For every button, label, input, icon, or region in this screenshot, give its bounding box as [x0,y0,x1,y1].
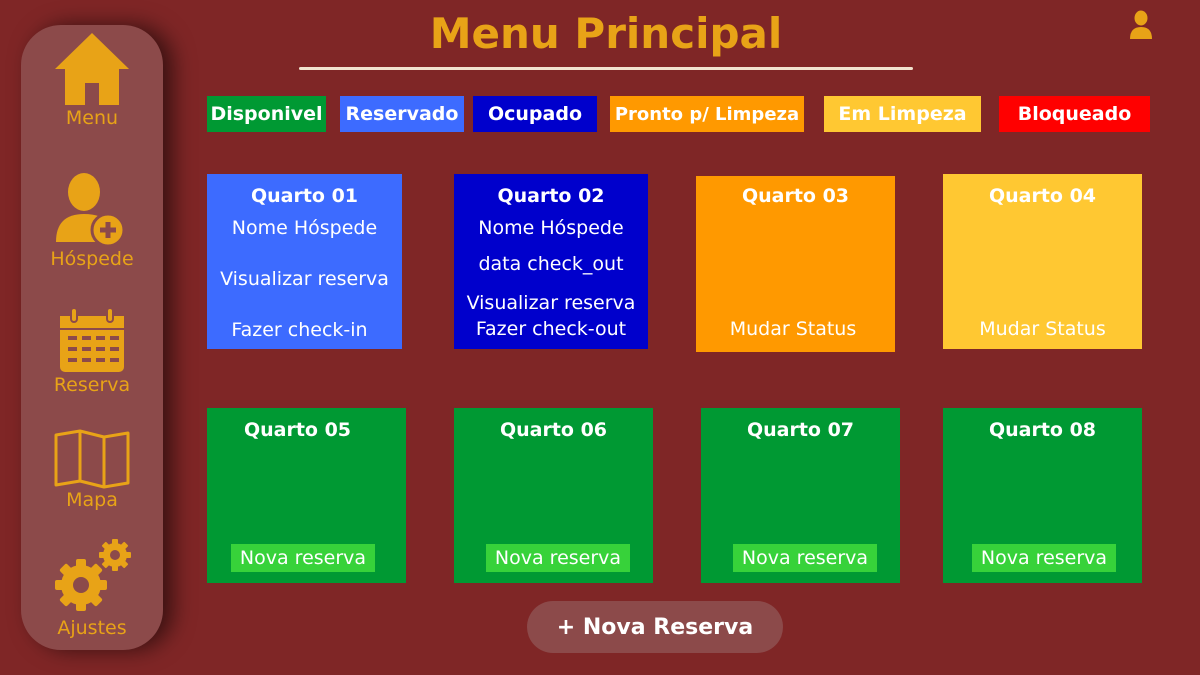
checkout-date: data check_out [478,253,624,275]
room-title: Quarto 02 [497,185,605,207]
room-card-05[interactable] [207,408,406,583]
add-user-icon [52,170,132,248]
room-card-07[interactable] [701,408,900,583]
legend-ocupado [473,96,597,132]
guest-name: Nome Hóspede [231,217,378,239]
room-title: Quarto 05 [243,419,352,441]
legend-reservado [340,96,464,132]
title-divider [299,67,913,70]
user-icon[interactable] [1128,10,1154,40]
new-reservation-button[interactable]: Nova reserva [972,544,1116,572]
check-in-link[interactable]: Fazer check-in [231,319,368,341]
add-reservation-button[interactable]: + Nova Reserva [527,601,783,653]
legend-label: Em Limpeza [838,103,967,125]
change-status-link[interactable]: Mudar Status [729,318,857,340]
room-card-03[interactable] [696,176,895,352]
gears-icon [47,535,137,617]
sidebar-item-label: Mapa [66,489,118,511]
legend-em-limpeza [824,96,981,132]
room-card-04[interactable] [943,174,1142,349]
legend-disponivel [207,96,326,132]
sidebar-item-reserva[interactable] [21,308,163,396]
room-card-08[interactable] [943,408,1142,583]
page-title: Menu Principal [429,9,783,58]
legend-label: Bloqueado [1017,103,1132,125]
legend-label: Pronto p/ Limpeza [614,103,800,125]
sidebar [21,25,163,650]
room-title: Quarto 03 [741,185,850,207]
room-title: Quarto 01 [250,185,359,207]
sidebar-item-label: Ajustes [57,617,127,639]
legend-bloqueado [999,96,1150,132]
room-title: Quarto 06 [499,419,608,441]
room-title: Quarto 07 [746,419,855,441]
sidebar-item-label: Hóspede [50,248,134,270]
check-out-link[interactable]: Fazer check-out [475,318,627,340]
sidebar-item-mapa[interactable] [21,429,163,511]
room-title: Quarto 04 [988,185,1097,207]
guest-name: Nome Hóspede [478,217,624,239]
legend-label: Reservado [345,103,459,125]
room-card-06[interactable] [454,408,653,583]
sidebar-item-label: Reserva [53,374,131,396]
room-title: Quarto 08 [988,419,1097,441]
legend-label: Ocupado [487,103,583,125]
legend-label: Disponivel [210,103,323,125]
sidebar-item-ajustes[interactable] [21,535,163,639]
sidebar-item-menu[interactable] [21,31,163,129]
room-card-02[interactable] [454,174,648,349]
new-reservation-button[interactable]: Nova reserva [486,544,630,572]
change-status-link[interactable]: Mudar Status [979,318,1106,340]
calendar-icon [56,308,128,374]
new-reservation-button[interactable]: Nova reserva [733,544,877,572]
legend-pronto-limpeza [610,96,804,132]
sidebar-item-hospede[interactable] [21,170,163,270]
view-reservation-link[interactable]: Visualizar reserva [466,292,636,314]
map-icon [52,429,132,489]
view-reservation-link[interactable]: Visualizar reserva [220,268,389,290]
room-card-01[interactable] [207,174,402,349]
home-icon [53,31,131,107]
sidebar-item-label: Menu [65,107,119,129]
new-reservation-button[interactable]: Nova reserva [231,544,375,572]
